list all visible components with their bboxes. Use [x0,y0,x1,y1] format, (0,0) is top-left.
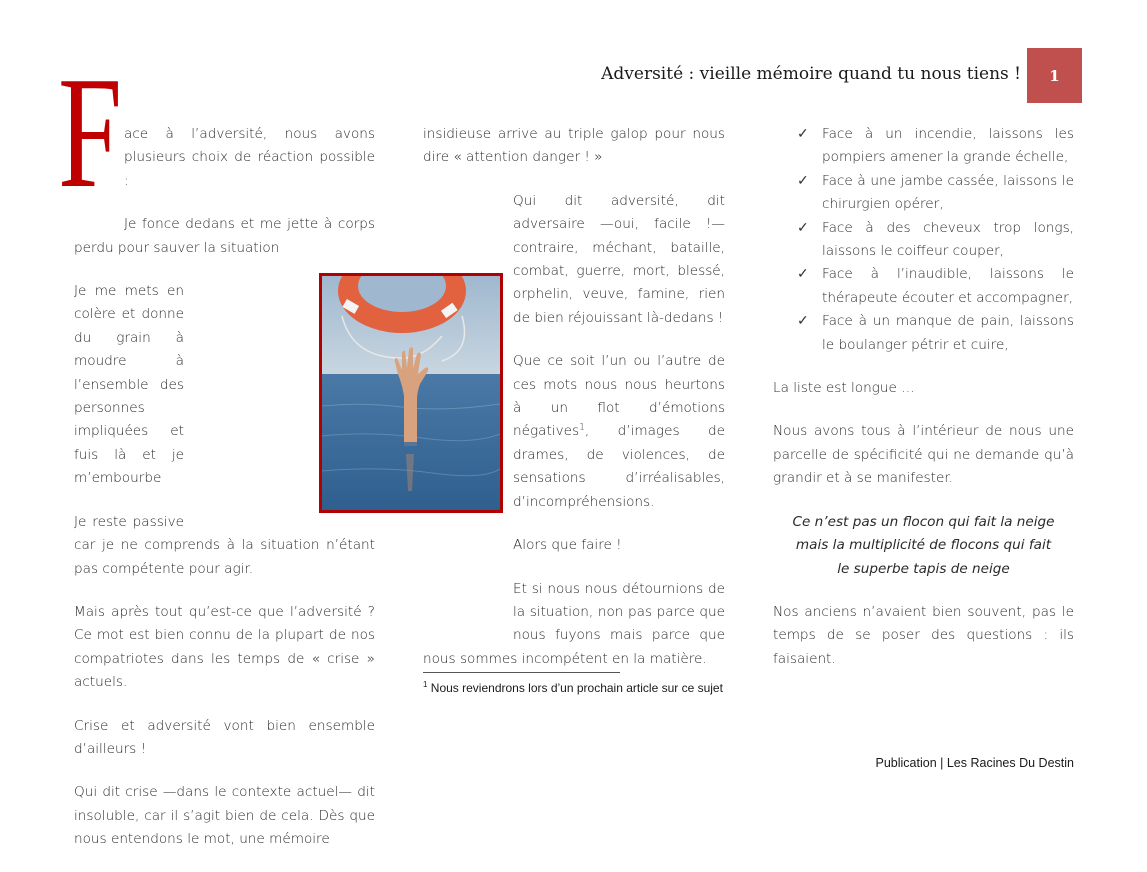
paragraph: Qui dit adversité, dit adversaire —oui, facile !— contraire, méchant, bataille, combat, guerre, mort, blessé, orphelin, veuve, famine, rien de bien réjouissant là-dedans ! [513,192,725,326]
paragraph: Et si nous nous détournions de la situation, non pas parce que nous fuyons mais parce que nous sommes incompétent en la matière. [423,580,725,667]
list-item: ✓ Face à une jambe cassée, laissons le chirurgien opérer, [773,170,1074,217]
paragraph: Je fonce dedans et me jette à corps perdu pour sauver la situation [74,216,375,256]
footnote-number: 1 [423,680,428,689]
paragraph: Que ce soit l’un ou l’autre de ces mots nous nous heurtons à un flot d’émotions négatives$^1$, d’images de drames, de violences, de sensations d’irréalisables, d’incompréhensions. [513,353,725,510]
checkmark-icon: ✓ [797,266,809,283]
footnote-ref: 1 [579,422,585,433]
quote: Ce n’est pas un flocon qui fait la neige mais la multiplicité de flocons qui fait le superbe tapis de neige [792,513,1055,577]
footnote-text: Nous reviendrons lors d’un prochain article sur ce sujet [427,681,723,695]
paragraph: Qui dit crise —dans le contexte actuel— dit insoluble, car il s’agit bien de cela. Dès que nous entendons le mot, une mémoire [74,784,375,848]
paragraph: ace à l’adversité, nous avons plusieurs choix de réaction possible : [124,126,375,189]
paragraph: Nos anciens n’avaient bien souvent, pas le temps de se poser des questions : ils faisaient. [773,603,1074,667]
paragraph: Je reste passive car je ne comprends à la situation n’étant pas compétente pour agir. [74,513,375,577]
page-title: Adversité : vieille mémoire quand tu nous tiens ! [601,64,1021,84]
image-spacer [423,260,511,638]
drop-cap: F [58,43,123,221]
page-number-badge [1027,48,1082,103]
list-item: ✓ Face à des cheveux trop longs, laissons le coiffeur couper, [773,217,1074,264]
paragraph: La liste est longue … [773,380,915,397]
paragraph: Je me mets en colère et donne du grain à moudre à l’ensemble des personnes impliquées et fuis là et je m’embourbe [74,283,184,487]
column-2 [423,123,725,691]
footer: Publication | Les Racines Du Destin [875,756,1074,770]
column-3 [773,123,1074,691]
list-item: ✓ Face à un incendie, laissons les pompiers amener la grande échelle, [773,123,1074,170]
checklist [773,123,1074,357]
page-number: 1 [1049,66,1060,85]
paragraph: Mais après tout qu’est-ce que l’adversité ? Ce mot est bien connu de la plupart de nos compatriotes dans les temps de « crise » actuels. [74,603,375,691]
list-item: ✓ Face à l’inaudible, laissons le thérapeute écouter et accompagner, [773,263,1074,310]
paragraph: Alors que faire ! [513,537,622,554]
checkmark-icon: ✓ [797,126,809,142]
footnote-separator [423,672,620,673]
checkmark-icon: ✓ [797,313,809,330]
paragraph: insidieuse arrive au triple galop pour nous dire « attention danger ! » [423,126,725,166]
checkmark-icon: ✓ [797,219,809,236]
list-item: ✓ Face à un manque de pain, laissons le boulanger pétrir et cuire, [773,310,1074,357]
paragraph: Nous avons tous à l’intérieur de nous une parcelle de spécificité qui ne demande qu’à grandir et à se manifester. [773,423,1074,487]
paragraph: Crise et adversité vont bien ensemble d’ailleurs ! [74,717,375,757]
checkmark-icon: ✓ [797,172,809,189]
footnote [423,680,723,697]
